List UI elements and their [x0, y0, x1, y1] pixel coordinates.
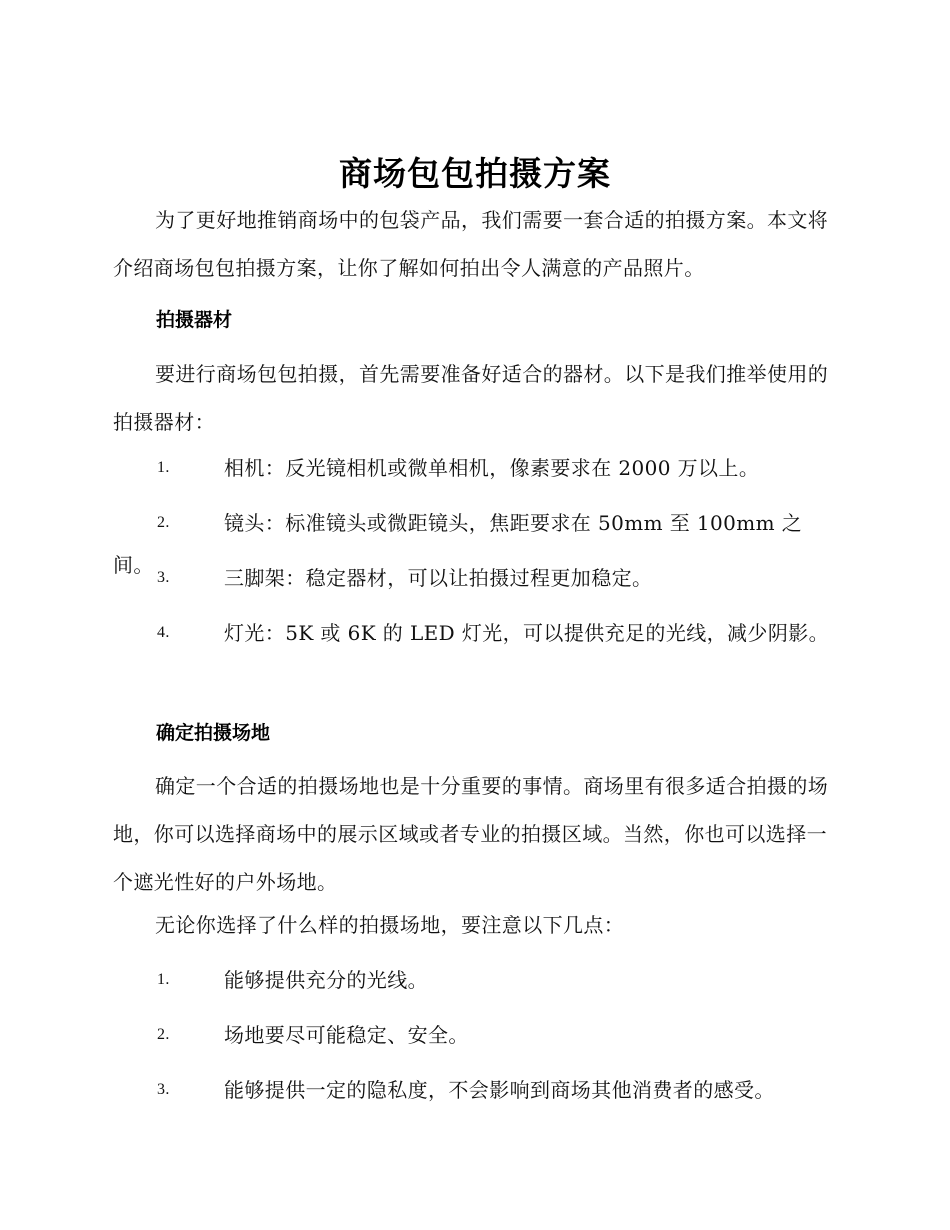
list-item-text: 三脚架：稳定器材，可以让拍摄过程更加稳定。 — [224, 566, 653, 590]
equipment-intro-paragraph: 要进行商场包包拍摄，首先需要准备好适合的器材。以下是我们推举使用的拍摄器材： — [113, 362, 829, 434]
list-item — [113, 1014, 833, 1056]
list-item-text: 场地要尽可能稳定、安全。 — [224, 1023, 469, 1047]
list-item-text: 相机：反光镜相机或微单相机，像素要求在 2000 万以上。 — [224, 456, 760, 480]
list-item-text: 灯光：5K 或 6K 的 LED 灯光，可以提供充足的光线，减少阴影。 — [224, 621, 830, 645]
list-item-number: 4. — [157, 624, 170, 641]
list-item-number: 1. — [157, 459, 170, 476]
list-item-number: 1. — [157, 971, 170, 988]
list-item — [113, 447, 833, 489]
list-item-number: 2. — [157, 1026, 170, 1043]
section-heading-equipment: 拍摄器材 — [156, 309, 233, 331]
list-item-number: 3. — [157, 1081, 170, 1098]
list-item — [113, 612, 833, 654]
location-notes-paragraph: 无论你选择了什么样的拍摄场地，要注意以下几点： — [155, 913, 625, 937]
section-heading-location: 确定拍摄场地 — [156, 722, 271, 744]
document-title: 商场包包拍摄方案 — [339, 154, 611, 193]
location-paragraph: 确定一个合适的拍摄场地也是十分重要的事情。商场里有很多适合拍摄的场地，你可以选择商场中的展示区域或者专业的拍摄区域。当然，你也可以选择一个遮光性好的户外场地。 — [113, 774, 829, 894]
list-item-text: 能够提供充分的光线。 — [224, 968, 428, 992]
list-item — [113, 557, 833, 599]
list-item-text: 镜头：标准镜头或微距镜头，焦距要求在 50mm 至 100mm 之间。 — [113, 511, 803, 577]
list-item — [113, 959, 833, 1001]
list-item-number: 3. — [157, 569, 170, 586]
list-item-text: 能够提供一定的隐私度，不会影响到商场其他消费者的感受。 — [224, 1078, 775, 1102]
intro-paragraph: 为了更好地推销商场中的包袋产品，我们需要一套合适的拍摄方案。本文将介绍商场包包拍摄方案，让你了解如何拍出令人满意的产品照片。 — [113, 208, 829, 280]
list-item-number: 2. — [157, 514, 170, 531]
list-item — [113, 1069, 833, 1111]
